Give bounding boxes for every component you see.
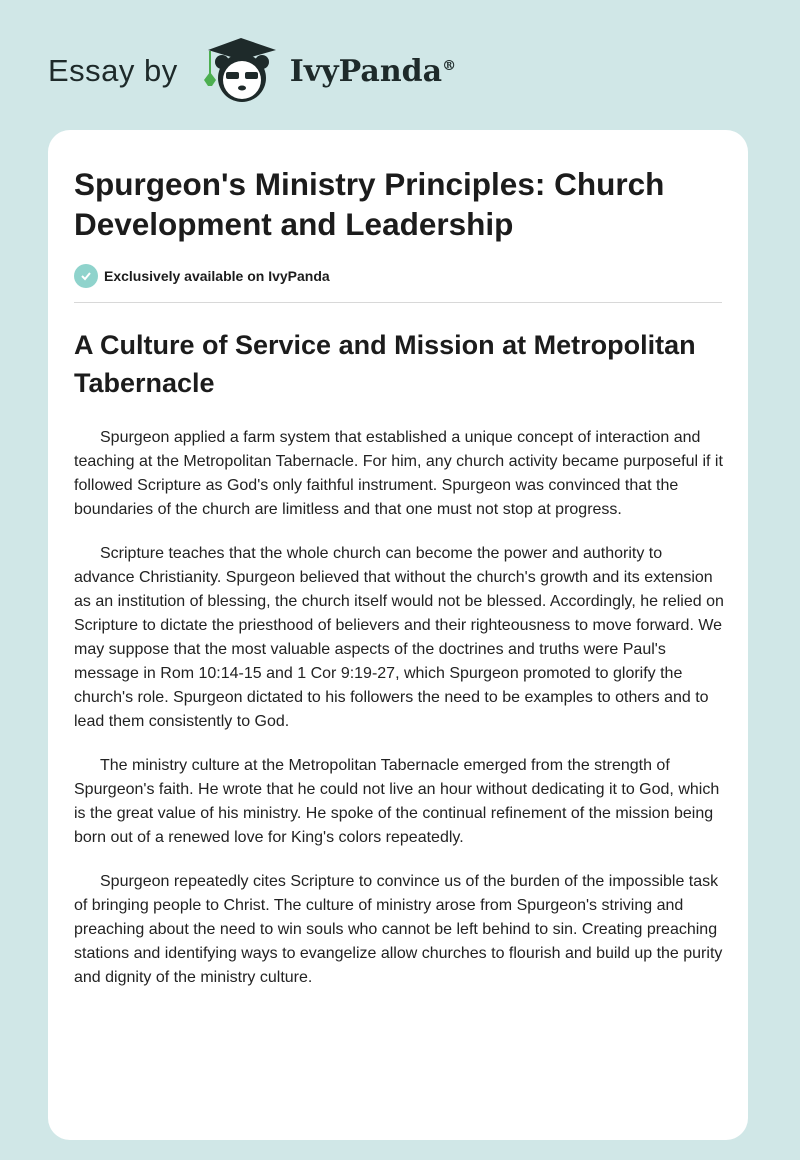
brand-name: IvyPanda® xyxy=(289,53,457,89)
essay-by-label: Essay by xyxy=(48,53,178,88)
essay-card xyxy=(48,130,748,1140)
paragraph: The ministry culture at the Metropolitan Tabernacle emerged from the strength of Spurgeon's faith. He wrote that he could not live an hour without dedicating it to God, which is the great value of his ministry. He spoke of the continual refinement of the mission being born out of a renewed love for King's colors repeatedly. xyxy=(74,757,720,846)
panda-mascot-icon xyxy=(196,36,286,106)
section-heading: A Culture of Service and Mission at Metropolitan Tabernacle xyxy=(74,330,696,398)
page-title: Spurgeon's Ministry Principles: Church Development and Leadership xyxy=(74,166,665,242)
site-logo[interactable] xyxy=(48,36,456,106)
paragraph: Spurgeon repeatedly cites Scripture to convince us of the burden of the impossible task of bringing people to Christ. The culture of ministry arose from Spurgeon's striving and preaching about the need to win souls who cannot be left behind to sin. Creating preaching stations and identifying ways to evangelize allow churches to flourish and build up the purity and dignity of the ministry culture. xyxy=(74,873,723,986)
check-icon xyxy=(74,264,98,288)
paragraph: Spurgeon applied a farm system that established a unique concept of interaction and teaching at the Metropolitan Tabernacle. For him, any church activity became purposeful if it followed Scripture as God's only faithful instrument. Spurgeon was convinced that the boundaries of the church are limitless and that one must not stop at progress. xyxy=(74,429,723,518)
paragraph: Scripture teaches that the whole church can become the power and authority to advance Christianity. Spurgeon believed that without the church's growth and its extension as an institution of blessing, the church itself would not be blessed. Accordingly, he relied on Scripture to dictate the priesthood of believers and their righteousness to move forward. We may suppose that the most valuable aspects of the doctrines and truths were Paul's message in Rom 10:14-15 and 1 Cor 9:19-27, which Spurgeon promoted to glorify the church's role. Spurgeon dictated to his followers the need to be examples to others and to lead them consistently to God. xyxy=(74,545,724,730)
badge-text: Exclusively available on IvyPanda xyxy=(104,268,330,284)
divider xyxy=(74,302,722,303)
article-body xyxy=(74,426,724,1010)
exclusive-badge xyxy=(74,264,330,288)
